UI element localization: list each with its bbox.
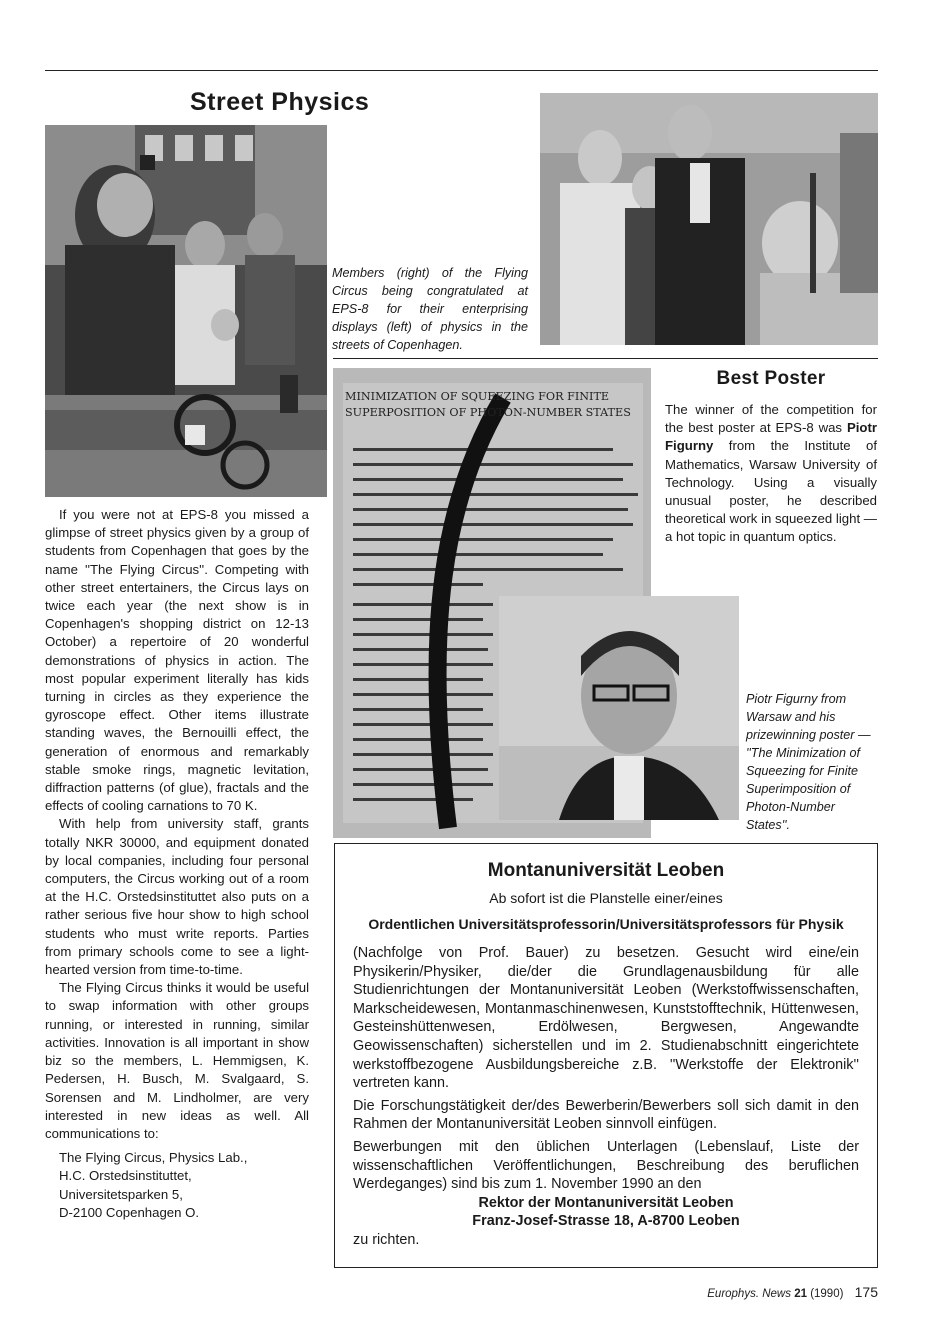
poster-heading-1: MINIMIZATION OF SQUEEZING FOR FINITE [345, 390, 610, 403]
ad-title: Montanuniversität Leoben [487, 860, 725, 881]
section-rule [333, 358, 878, 359]
journal-volume: 21 [794, 1288, 807, 1300]
address-line: Universitetsparken 5, [59, 1186, 183, 1202]
street-body [45, 506, 309, 1222]
page-title: Street Physics [190, 88, 370, 116]
poster-winner: Piotr Figurny [665, 420, 877, 454]
poster-title: Best Poster [716, 368, 826, 389]
winner-caption: Piotr Figurny from Warsaw and his prizewinning poster — ''The Minimization of Squeezing for Finite Superimposition of Photon-Number States''. [746, 692, 871, 832]
ad-closing: zu richten. [353, 1231, 420, 1248]
poster-text [665, 401, 877, 547]
ad-recipient-1: Rektor der Montanuniversität Leoben [478, 1194, 734, 1211]
journal-name: Europhys. News [707, 1288, 791, 1300]
poster-text-after: from the Institute of Mathematics, Warsaw University of Technology. Using a visually unusual poster, he described theoretical work in squeezed light — a hot topic in quantum optics. [665, 438, 877, 545]
ceremony-photo [540, 93, 878, 345]
street-photo [45, 125, 327, 497]
address-line: The Flying Circus, Physics Lab., [59, 1150, 248, 1166]
ad-recipient-2: Franz-Josef-Strasse 18, A-8700 Leoben [472, 1213, 740, 1230]
ad-para-2: Die Forschungstätigkeit der/des Bewerberin/Bewerbers soll sich damit in den Rahmen der Montanuniversität Leoben sinnvoll einfügen. [353, 1097, 859, 1133]
poster-text-before: The winner of the competition for the best poster at EPS-8 was [665, 402, 877, 436]
street-para-2: With help from university staff, grants totally NKR 30000, and equipment donated by local companies, including four personal computers, the Circus working out of a room at the H.C. Orstedsinstituttet also puts on a rather serious five hour show to high school students who must write reports. Parties from primary schools come to see a light-hearted version from time-to-time. [45, 816, 309, 978]
poster-heading-2: SUPERPOSITION OF PHOTON-NUMBER STATES [345, 406, 631, 419]
top-rule [45, 70, 878, 71]
address-line: H.C. Orstedsinstituttet, [59, 1168, 192, 1184]
address-line: D-2100 Copenhagen O. [59, 1204, 200, 1220]
ad-body [353, 944, 859, 1250]
street-address [59, 1149, 309, 1222]
footer [707, 1284, 878, 1300]
ad-position: Ordentlichen Universitätsprofessorin/Universitätsprofessors für Physik [368, 916, 844, 932]
ad-intro: Ab sofort ist die Planstelle einer/eines [489, 890, 723, 906]
ad-para-1: (Nachfolge von Prof. Bauer) zu besetzen. Gesucht wird eine/ein Physikerin/Physiker, die/der die Grundlagenausbildung für alle Studienrichtungen der Montanuniversität Leoben (Werkstoffwissenschaften, Markscheidewesen, Montanmaschinenwesen, Kunststofftechnik, Hüttenwesen, Gesteinshüttenwesen, Erdölwesen, Bergwesen, Angewandte Geowissenschaften) sicherstellen und im 2. Studienabschnitt eingerichtete werkstoffbezogene Ausbildungsbereiche z.B. ''Werkstoffe der Elektronik'' vertreten kann. [353, 945, 859, 1092]
ceremony-caption: Members (right) of the Flying Circus being congratulated at EPS-8 for their enterprising displays (left) of physics in the streets of Copenhagen. [332, 266, 528, 352]
winner-photo [499, 596, 739, 820]
ad-para-3: Bewerbungen mit den üblichen Unterlagen (Lebenslauf, Liste der wissenschaftlichen Veröffentlichungen, Beschreibung des beruflichen Werdeganges) sind bis zum 1. November 1990 an den [353, 1138, 859, 1193]
journal-year: (1990) [810, 1288, 844, 1300]
street-para-1: If you were not at EPS-8 you missed a glimpse of street physics given by a group of students from Copenhagen that goes by the name ''The Flying Circus''. Competing with other street entertainers, the Circus lays on twice each year (the next show is in Copenhagen's shopping district on 12-13 October) a repertoire of 20 wonderful demonstrations of physics in action. The most popular experiment literally has kids turning in circles as they experience the gyroscope effect. Other items illustrate standing waves, the Bernouilli effect, the generation of enormous and remarkably stable smoke rings, magnetic levitation, diffraction patterns (of glue), fractals and the effects of cooling carnations to 70 K. [45, 507, 309, 814]
job-ad-box [334, 843, 878, 1268]
street-para-3: The Flying Circus thinks it would be useful to swap information with other groups running, or interested in running, similar activities. Innovation is all important in show biz so the members, L. Hemmigsen, K. Pedersen, H. Busch, M. Svalgaard, S. Sorensen and M. Lindholmer, are very interested in new ideas as well. All communications to: [45, 980, 309, 1141]
page-number: 175 [854, 1284, 878, 1300]
